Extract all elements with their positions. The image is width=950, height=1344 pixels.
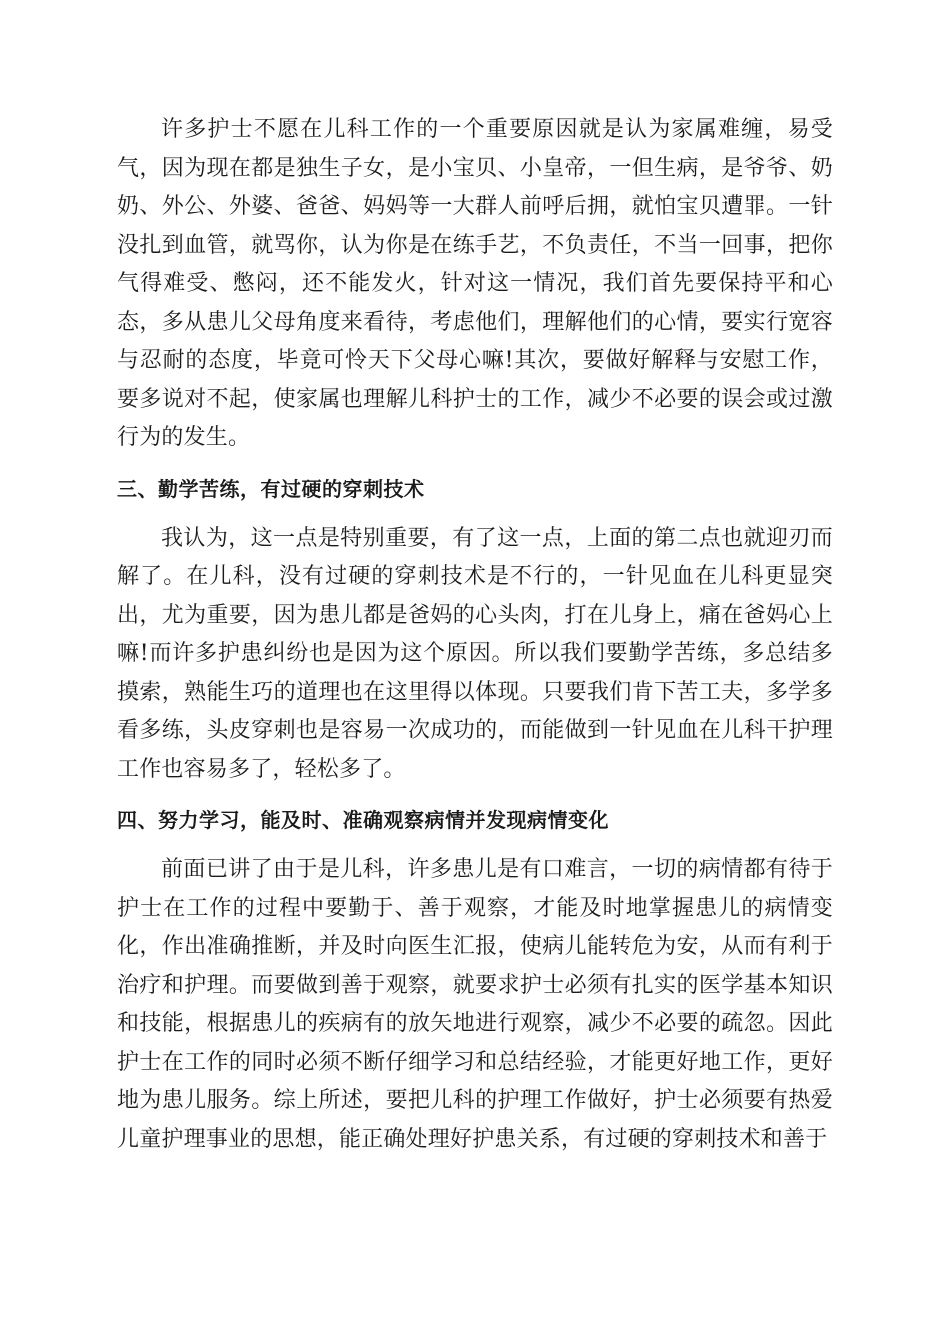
section-heading: 四、努力学习，能及时、准确观察病情并发现病情变化	[117, 808, 609, 832]
document-page	[117, 111, 833, 1159]
body-paragraph: 前面已讲了由于是儿科，许多患儿是有口难言，一切的病情都有待于护士在工作的过程中要勤于、善于观察，才能及时地掌握患儿的病情变化，作出准确推断，并及时向医生汇报，使病儿能转危为安，从而有利于治疗和护理。而要做到善于观察，就要求护士必须有扎实的医学基本知识和技能，根据患儿的疾病有的放矢地进行观察，减少不必要的疏忽。因此护士在工作的同时必须不断仔细学习和总结经验，才能更好地工作，更好地为患儿服务。综上所述，要把儿科的护理工作做好，护士必须要有热爱儿童护理事业的思想，能正确处理好护患关系，有过硬的穿刺技术和善于	[117, 857, 833, 1152]
body-paragraph: 许多护士不愿在儿科工作的一个重要原因就是认为家属难缠，易受气，因为现在都是独生子女，是小宝贝、小皇帝，一但生病，是爷爷、奶奶、外公、外婆、爸爸、妈妈等一大群人前呼后拥，就怕宝贝遭罪。一针没扎到血管，就骂你，认为你是在练手艺，不负责任，不当一回事，把你气得难受、憋闷，还不能发火，针对这一情况，我们首先要保持平和心态，多从患儿父母角度来看待，考虑他们，理解他们的心情，要实行宽容与忍耐的态度，毕竟可怜天下父母心嘛!其次，要做好解释与安慰工作，要多说对不起，使家属也理解儿科护士的工作，减少不必要的误会或过激行为的发生。	[117, 117, 833, 450]
body-paragraph: 我认为，这一点是特别重要，有了这一点，上面的第二点也就迎刃而解了。在儿科，没有过硬的穿刺技术是不行的，一针见血在儿科更显突出，尤为重要，因为患儿都是爸妈的心头肉，打在儿身上，痛在爸妈心上嘛!而许多护患纠纷也是因为这个原因。所以我们要勤学苦练，多总结多摸索，熟能生巧的道理也在这里得以体现。只要我们肯下苦工夫，多学多看多练，头皮穿刺也是容易一次成功的，而能做到一针见血在儿科干护理工作也容易多了，轻松多了。	[117, 525, 833, 782]
section-heading: 三、勤学苦练，有过硬的穿刺技术	[117, 476, 425, 501]
